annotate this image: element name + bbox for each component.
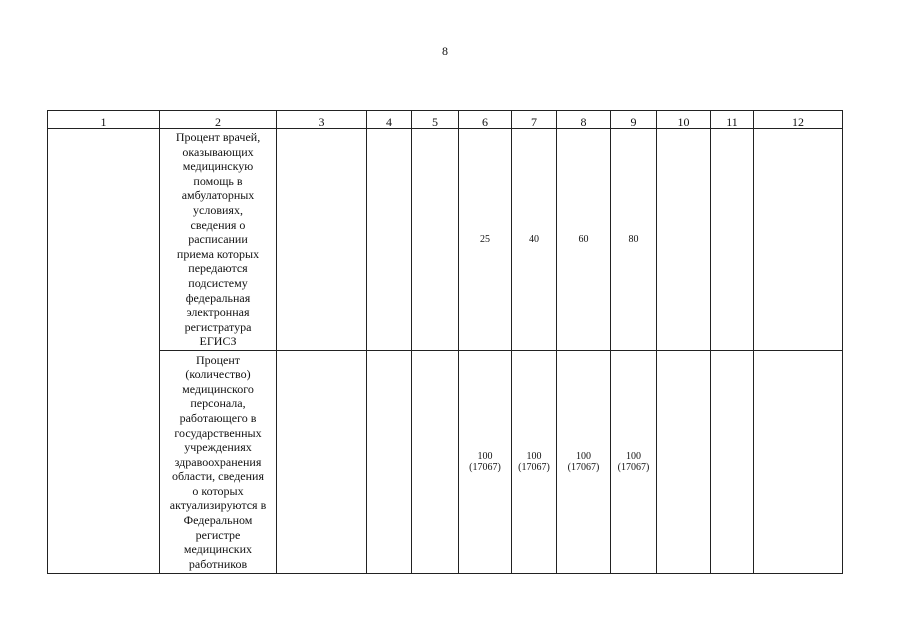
indicator-line: электронная: [186, 305, 250, 320]
indicator-line: Процент врачей,: [175, 130, 261, 145]
value-main: 100: [576, 451, 591, 462]
value-main: 25: [480, 234, 490, 245]
empty-cell: [367, 351, 412, 574]
indicator-line: расписании: [188, 232, 248, 247]
indicator-line: условиях,: [193, 203, 243, 218]
data-table: [47, 110, 843, 574]
empty-cell: [412, 351, 459, 574]
page-number: 8: [442, 44, 448, 58]
value-cell: [557, 129, 611, 351]
column-number-cell: 12: [754, 111, 843, 129]
value-cell: [459, 351, 512, 574]
empty-cell: [277, 129, 367, 351]
indicator-line: медицинских: [183, 542, 253, 557]
indicator-line: государственных: [174, 425, 262, 440]
table-row: [48, 351, 843, 574]
column-number-cell: 10: [657, 111, 711, 129]
value-cell: [557, 351, 611, 574]
value-cell: [611, 129, 657, 351]
value-sub: (17067): [469, 462, 501, 473]
empty-cell: [711, 351, 754, 574]
indicator-line: регистре: [195, 527, 241, 542]
table-row: [48, 129, 843, 351]
indicator-line: помощь в: [193, 173, 243, 188]
indicator-line: медицинского: [182, 381, 254, 396]
indicator-line: приема которых: [176, 246, 260, 261]
empty-cell: [657, 351, 711, 574]
indicator-line: оказывающих: [182, 144, 254, 159]
column-number-cell: 4: [367, 111, 412, 129]
indicator-line: актуализируются в: [169, 498, 267, 513]
value-sub: (17067): [617, 462, 650, 473]
column-number-cell: 9: [611, 111, 657, 129]
indicator-line: о которых: [192, 483, 244, 498]
value-cell: [459, 129, 512, 351]
indicator-line: передаются: [188, 261, 248, 276]
value-main: 100: [477, 451, 493, 462]
indicator-line: регистратура: [184, 319, 252, 334]
column-number-cell: 11: [711, 111, 754, 129]
value-cell: [611, 351, 657, 574]
column-number-cell: 8: [557, 111, 611, 129]
column-number-cell: 1: [48, 111, 160, 129]
indicator-line: ЕГИСЗ: [199, 334, 237, 349]
indicator-line: подсистему: [188, 275, 248, 290]
empty-cell: [657, 129, 711, 351]
empty-cell: [754, 351, 843, 574]
column-number-cell: 5: [412, 111, 459, 129]
empty-cell: [367, 129, 412, 351]
indicator-line: (количество): [185, 367, 251, 382]
value-sub: (17067): [518, 462, 550, 473]
indicator-line: федеральная: [185, 290, 251, 305]
value-main: 60: [578, 234, 589, 245]
column-number-row: [48, 111, 843, 129]
merged-empty-cell: [48, 129, 160, 574]
indicator-line: работающего в: [179, 410, 257, 425]
empty-cell: [711, 129, 754, 351]
empty-cell: [412, 129, 459, 351]
indicator-line: медицинскую: [182, 159, 254, 174]
column-number-cell: 7: [512, 111, 557, 129]
indicator-line: здравоохранения: [174, 454, 262, 469]
value-sub: (17067): [567, 462, 600, 473]
indicator-line: учреждениях: [184, 440, 252, 455]
indicator-line: персонала,: [190, 396, 246, 411]
empty-cell: [277, 351, 367, 574]
value-main: 80: [628, 234, 639, 245]
value-main: 100: [626, 451, 641, 462]
value-cell: [512, 129, 557, 351]
indicator-line: работников: [188, 556, 248, 571]
indicator-line: Федеральном: [183, 513, 253, 528]
indicator-line: амбулаторных: [181, 188, 255, 203]
empty-cell: [754, 129, 843, 351]
indicator-line: Процент: [195, 352, 241, 367]
indicator-line: сведения о: [190, 217, 246, 232]
column-number-cell: 3: [277, 111, 367, 129]
column-number-cell: 6: [459, 111, 512, 129]
column-number-cell: 2: [160, 111, 277, 129]
indicator-cell: [160, 351, 277, 574]
value-main: 40: [529, 234, 539, 245]
value-main: 100: [526, 451, 542, 462]
indicator-line: области, сведения: [172, 469, 264, 484]
value-cell: [512, 351, 557, 574]
indicator-cell: [160, 129, 277, 351]
